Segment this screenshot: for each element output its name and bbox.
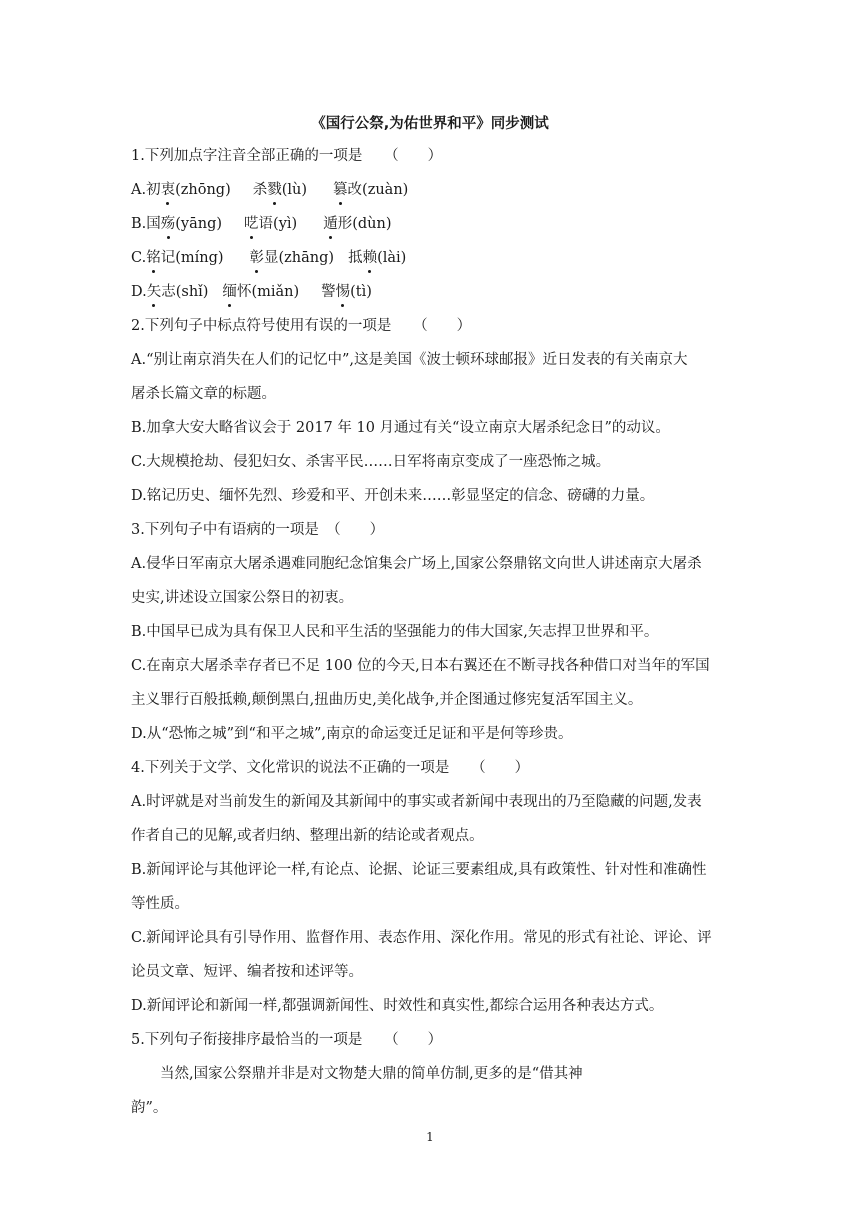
- q1-option-d: D.矢志(shǐ) 缅怀(miǎn) 警惕(tì): [131, 284, 372, 300]
- q4-option-c-line1: C.新闻评论具有引导作用、监督作用、表态作用、深化作用。常见的形式有社论、评论、评: [131, 930, 712, 946]
- q5-passage-line2: 韵”。: [131, 1100, 168, 1116]
- emphasis-dot: 篡: [333, 182, 348, 198]
- q5-passage-line1: 当然,国家公祭鼎并非是对文物楚大鼎的简单仿制,更多的是“借其神: [160, 1066, 583, 1082]
- q2-option-c: C.大规模抢劫、侵犯妇女、杀害平民……日军将南京变成了一座恐怖之城。: [131, 454, 611, 470]
- q4-option-a-line2: 作者自己的见解,或者归纳、整理出新的结论或者观点。: [131, 828, 484, 844]
- q1-option-a: A.初衷(zhōng) 杀戮(lù) 篡改(zuàn): [131, 182, 409, 198]
- q2-option-d: D.铭记历史、缅怀先烈、珍爱和平、开创未来……彰显坚定的信念、磅礴的力量。: [131, 488, 655, 504]
- q3-option-d: D.从“恐怖之城”到“和平之城”,南京的命运变迁足证和平是何等珍贵。: [131, 726, 573, 742]
- emphasis-dot: 衷: [160, 182, 176, 198]
- q4-option-d: D.新闻评论和新闻一样,都强调新闻性、时效性和真实性,都综合运用各种表达方式。: [131, 998, 664, 1014]
- emphasis-dot: 矢: [146, 284, 162, 300]
- q4-option-b-line1: B.新闻评论与其他评论一样,有论点、论据、论证三要素组成,具有政策性、针对性和准确性: [131, 862, 707, 878]
- q3-option-a-line1: A.侵华日军南京大屠杀遇难同胞纪念馆集会广场上,国家公祭鼎铭文向世人讲述南京大屠杀: [131, 556, 702, 572]
- q3-stem: 3.下列句子中有语病的一项是 （ ）: [131, 522, 385, 538]
- q3-option-b: B.中国早已成为具有保卫人民和平生活的坚强能力的伟大国家,矢志捍卫世界和平。: [131, 624, 659, 640]
- emphasis-dot: 殇: [160, 216, 176, 232]
- q2-stem: 2.下列句子中标点符号使用有误的一项是 （ ）: [131, 318, 472, 334]
- q3-option-c-line2: 主义罪行百般抵赖,颠倒黑白,扭曲历史,美化战争,并企图通过修宪复活军国主义。: [131, 692, 643, 708]
- emphasis-dot: 彰: [249, 250, 265, 266]
- q4-option-c-line2: 论员文章、短评、编者按和述评等。: [131, 964, 363, 980]
- q4-option-a-line1: A.时评就是对当前发生的新闻及其新闻中的事实或者新闻中表现出的乃至隐藏的问题,发表: [131, 794, 702, 810]
- emphasis-dot: 遁: [323, 216, 338, 232]
- emphasis-dot: 赖: [362, 250, 378, 266]
- q4-option-b-line2: 等性质。: [131, 896, 189, 912]
- q3-option-c-line1: C.在南京大屠杀幸存者已不足 100 位的今天,日本右翼还在不断寻找各种借口对当年的军国: [131, 658, 710, 674]
- document-title: 《国行公祭,为佑世界和平》同步测试: [311, 116, 549, 132]
- emphasis-dot: 戮: [267, 182, 282, 198]
- q2-option-b: B.加拿大安大略省议会于 2017 年 10 月通过有关“设立南京大屠杀纪念日”的动议。: [131, 420, 670, 436]
- emphasis-dot: 惕: [335, 284, 351, 300]
- q1-option-b: B.国殇(yāng) 呓语(yì) 遁形(dùn): [131, 216, 392, 232]
- q1-stem: 1.下列加点字注音全部正确的一项是 （ ）: [131, 148, 443, 164]
- emphasis-dot: 呓: [244, 216, 259, 232]
- q4-stem: 4.下列关于文学、文化常识的说法不正确的一项是 （ ）: [131, 760, 530, 776]
- q1-option-c: C.铭记(míng) 彰显(zhāng) 抵赖(lài): [131, 250, 407, 266]
- q2-option-a-line1: A.“别让南京消失在人们的记忆中”,这是美国《波士顿环球邮报》近日发表的有关南京大: [131, 352, 688, 368]
- emphasis-dot: 缅: [222, 284, 237, 300]
- q2-option-a-line2: 屠杀长篇文章的标题。: [131, 386, 276, 402]
- q5-stem: 5.下列句子衔接排序最恰当的一项是 （ ）: [131, 1032, 443, 1048]
- q3-option-a-line2: 史实,讲述设立国家公祭日的初衷。: [131, 590, 354, 606]
- emphasis-dot: 铭: [146, 250, 161, 266]
- page-number: 1: [426, 1130, 434, 1144]
